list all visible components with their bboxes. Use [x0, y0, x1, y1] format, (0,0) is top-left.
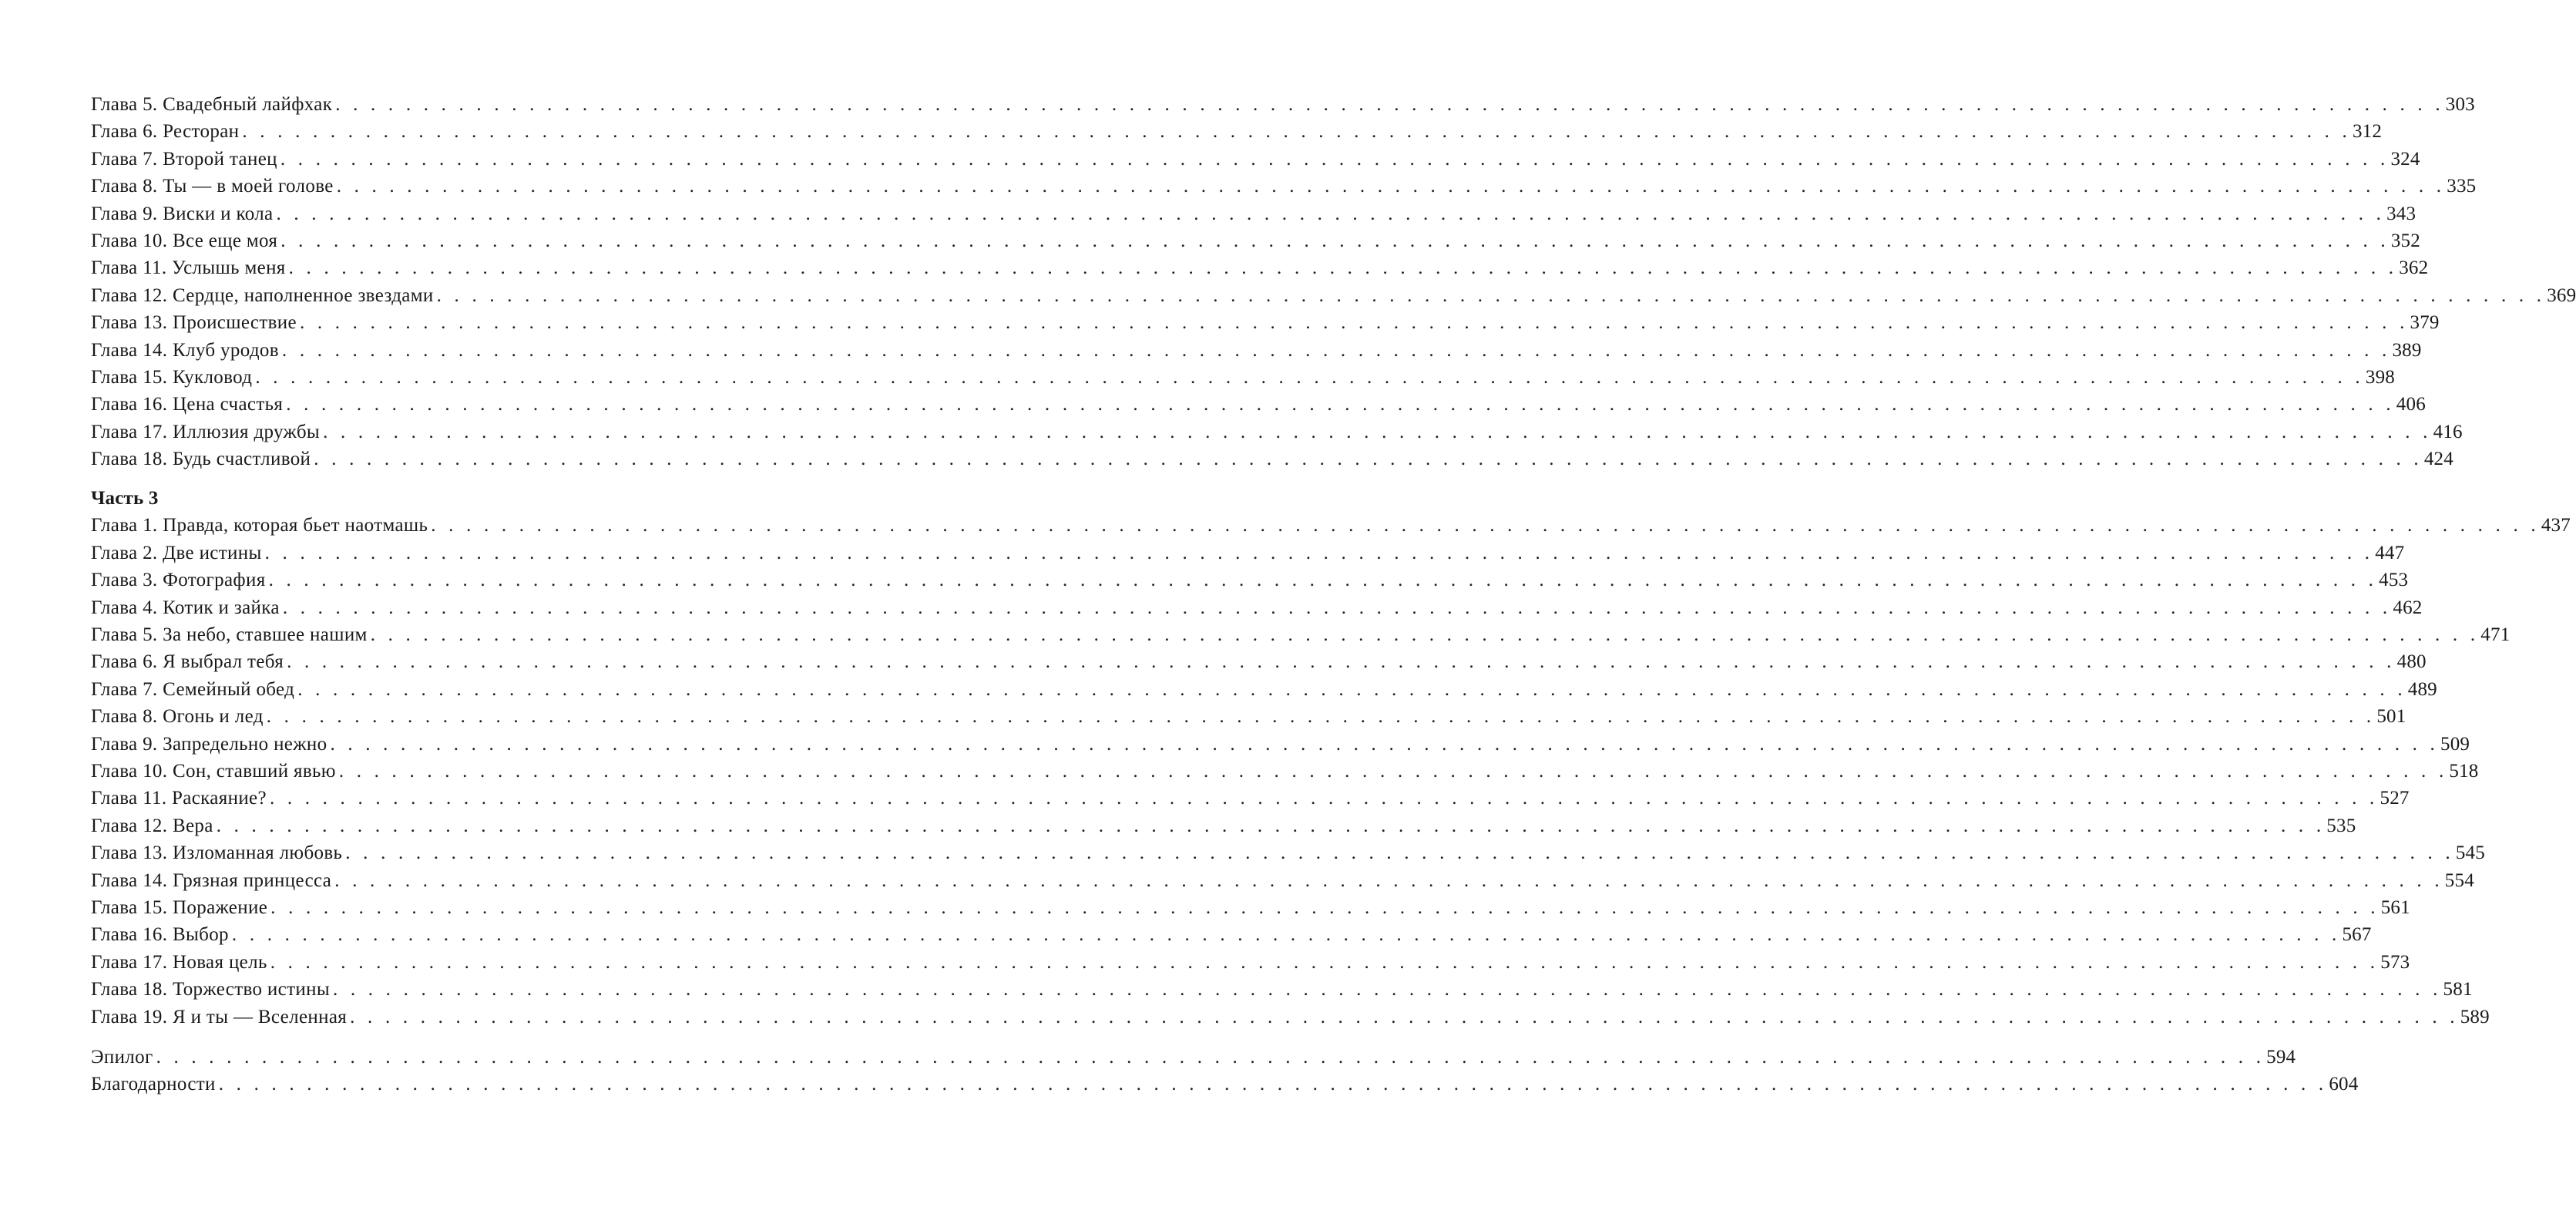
- toc-entry-title: Глава 19. Я и ты — Вселенная: [91, 1006, 348, 1027]
- dot-leader: . . . . . . . . . . . . . . . . . . . . . . . . . . . . . . . . . . . . . . . . . . . . . . . . . . . . . . . . . . . . . . . . . . . . . . . . . . . . . . . . . . . . . . . . . . . . . . . . . . . . . . . . . . . . . . . . . . . . . . . .: [431, 515, 2540, 536]
- toc-entry-title: Глава 12. Сердце, наполненное звездами: [91, 284, 434, 306]
- toc-entry-title: Глава 6. Я выбрал тебя: [91, 651, 284, 673]
- toc-entry: [91, 364, 2395, 391]
- dot-leader: . . . . . . . . . . . . . . . . . . . . . . . . . . . . . . . . . . . . . . . . . . . . . . . . . . . . . . . . . . . . . . . . . . . . . . . . . . . . . . . . . . . . . . . . . . . . . . . . . . . . . . . . . . . . . . . . . . . . . . . .: [345, 842, 2454, 864]
- toc-entry-page: 335: [2447, 176, 2477, 197]
- toc-entry: [91, 173, 2477, 200]
- toc-entry-title: Глава 4. Котик и зайка: [91, 597, 280, 618]
- toc-entry-page: 437: [2541, 515, 2571, 536]
- toc-entry-title: Глава 18. Будь счастливой: [91, 449, 311, 470]
- toc-entry-title: Глава 10. Все еще моя: [91, 230, 278, 251]
- toc-entry-title: Глава 15. Поражение: [91, 896, 268, 918]
- table-of-contents: [91, 91, 2576, 1098]
- toc-entry: [91, 703, 2406, 730]
- toc-entry-page: 303: [2445, 94, 2475, 115]
- dot-leader: . . . . . . . . . . . . . . . . . . . . . . . . . . . . . . . . . . . . . . . . . . . . . . . . . . . . . . . . . . . . . . . . . . . . . . . . . . . . . . . . . . . . . . . . . . . . . . . . . . . . . . . . . . . . . . . . . . . . . . . .: [323, 421, 2432, 442]
- dot-leader: . . . . . . . . . . . . . . . . . . . . . . . . . . . . . . . . . . . . . . . . . . . . . . . . . . . . . . . . . . . . . . . . . . . . . . . . . . . . . . . . . . . . . . . . . . . . . . . . . . . . . . . . . . . . . . . . . . . . . . . .: [242, 121, 2351, 143]
- toc-entry-title: Глава 10. Сон, ставший явью: [91, 760, 336, 782]
- dot-leader: . . . . . . . . . . . . . . . . . . . . . . . . . . . . . . . . . . . . . . . . . . . . . . . . . . . . . . . . . . . . . . . . . . . . . . . . . . . . . . . . . . . . . . . . . . . . . . . . . . . . . . . . . . . . . . . . . . . . . . . .: [270, 896, 2380, 918]
- toc-entry: [91, 621, 2511, 648]
- dot-leader: . . . . . . . . . . . . . . . . . . . . . . . . . . . . . . . . . . . . . . . . . . . . . . . . . . . . . . . . . . . . . . . . . . . . . . . . . . . . . . . . . . . . . . . . . . . . . . . . . . . . . . . . . . . . . . . . . . . . . . . .: [338, 760, 2448, 782]
- dot-leader: . . . . . . . . . . . . . . . . . . . . . . . . . . . . . . . . . . . . . . . . . . . . . . . . . . . . . . . . . . . . . . . . . . . . . . . . . . . . . . . . . . . . . . . . . . . . . . . . . . . . . . . . . . . . . . . . . . . . . . . .: [156, 1046, 2265, 1068]
- toc-entry-title: Глава 17. Иллюзия дружбы: [91, 421, 321, 442]
- toc-entry-title: Глава 13. Происшествие: [91, 312, 297, 334]
- toc-entry-title: Глава 11. Раскаяние?: [91, 788, 267, 809]
- toc-entry-title: Глава 6. Ресторан: [91, 121, 240, 143]
- toc-entry-title: Глава 11. Услышь меня: [91, 257, 286, 279]
- toc-entry: [91, 309, 2440, 336]
- toc-entry-title: Глава 15. Кукловод: [91, 366, 253, 388]
- toc-entry-page: 424: [2423, 449, 2453, 470]
- dot-leader: . . . . . . . . . . . . . . . . . . . . . . . . . . . . . . . . . . . . . . . . . . . . . . . . . . . . . . . . . . . . . . . . . . . . . . . . . . . . . . . . . . . . . . . . . . . . . . . . . . . . . . . . . . . . . . . . . . . . . . . .: [264, 542, 2374, 563]
- dot-leader: . . . . . . . . . . . . . . . . . . . . . . . . . . . . . . . . . . . . . . . . . . . . . . . . . . . . . . . . . . . . . . . . . . . . . . . . . . . . . . . . . . . . . . . . . . . . . . . . . . . . . . . . . . . . . . . . . . . . . . . .: [370, 624, 2480, 646]
- toc-entry-title: Глава 9. Запредельно нежно: [91, 733, 327, 755]
- dot-leader: . . . . . . . . . . . . . . . . . . . . . . . . . . . . . . . . . . . . . . . . . . . . . . . . . . . . . . . . . . . . . . . . . . . . . . . . . . . . . . . . . . . . . . . . . . . . . . . . . . . . . . . . . . . . . . . . . . . . . . . .: [299, 312, 2409, 334]
- toc-entry-title: Глава 5. За небо, ставшее нашим: [91, 624, 368, 646]
- toc-entry-title: Глава 14. Клуб уродов: [91, 339, 279, 361]
- toc-entry: [91, 227, 2420, 254]
- dot-leader: . . . . . . . . . . . . . . . . . . . . . . . . . . . . . . . . . . . . . . . . . . . . . . . . . . . . . . . . . . . . . . . . . . . . . . . . . . . . . . . . . . . . . . . . . . . . . . . . . . . . . . . . . . . . . . . . . . . . . . . .: [288, 257, 2398, 279]
- toc-entry: [91, 1044, 2296, 1071]
- toc-entry-page: 480: [2396, 651, 2427, 673]
- dot-leader: . . . . . . . . . . . . . . . . . . . . . . . . . . . . . . . . . . . . . . . . . . . . . . . . . . . . . . . . . . . . . . . . . . . . . . . . . . . . . . . . . . . . . . . . . . . . . . . . . . . . . . . . . . . . . . . . . . . . . . . .: [269, 788, 2379, 809]
- toc-entry-page: 416: [2433, 421, 2463, 442]
- toc-entry-title: Глава 8. Ты — в моей голове: [91, 176, 334, 197]
- toc-entry-page: 594: [2266, 1046, 2296, 1068]
- dot-leader: . . . . . . . . . . . . . . . . . . . . . . . . . . . . . . . . . . . . . . . . . . . . . . . . . . . . . . . . . . . . . . . . . . . . . . . . . . . . . . . . . . . . . . . . . . . . . . . . . . . . . . . . . . . . . . . . . . . . . . . .: [280, 230, 2390, 251]
- toc-entry: [91, 419, 2463, 446]
- toc-entry-title: Глава 8. Огонь и лед: [91, 706, 264, 728]
- dot-leader: . . . . . . . . . . . . . . . . . . . . . . . . . . . . . . . . . . . . . . . . . . . . . . . . . . . . . . . . . . . . . . . . . . . . . . . . . . . . . . . . . . . . . . . . . . . . . . . . . . . . . . . . . . . . . . . . . . . . . . . .: [436, 284, 2546, 306]
- dot-leader: . . . . . . . . . . . . . . . . . . . . . . . . . . . . . . . . . . . . . . . . . . . . . . . . . . . . . . . . . . . . . . . . . . . . . . . . . . . . . . . . . . . . . . . . . . . . . . . . . . . . . . . . . . . . . . . . . . . . . . . .: [332, 979, 2442, 1000]
- toc-entry-title: Глава 9. Виски и кола: [91, 203, 274, 224]
- dot-leader: . . . . . . . . . . . . . . . . . . . . . . . . . . . . . . . . . . . . . . . . . . . . . . . . . . . . . . . . . . . . . . . . . . . . . . . . . . . . . . . . . . . . . . . . . . . . . . . . . . . . . . . . . . . . . . . . . . . . . . . .: [216, 815, 2326, 836]
- toc-entry-title: Глава 7. Семейный обед: [91, 678, 295, 700]
- dot-leader: . . . . . . . . . . . . . . . . . . . . . . . . . . . . . . . . . . . . . . . . . . . . . . . . . . . . . . . . . . . . . . . . . . . . . . . . . . . . . . . . . . . . . . . . . . . . . . . . . . . . . . . . . . . . . . . . . . . . . . . .: [276, 203, 2386, 224]
- toc-entry-title: Глава 3. Фотография: [91, 570, 266, 591]
- toc-entry: [91, 785, 2410, 812]
- dot-leader: . . . . . . . . . . . . . . . . . . . . . . . . . . . . . . . . . . . . . . . . . . . . . . . . . . . . . . . . . . . . . . . . . . . . . . . . . . . . . . . . . . . . . . . . . . . . . . . . . . . . . . . . . . . . . . . . . . . . . . . .: [297, 678, 2406, 700]
- toc-entry-title: Эпилог: [91, 1046, 153, 1068]
- toc-entry-title: Глава 13. Изломанная любовь: [91, 842, 343, 864]
- toc-entry-page: 573: [2380, 951, 2410, 973]
- toc-entry: [91, 1071, 2359, 1098]
- toc-entry-page: 352: [2390, 230, 2420, 251]
- toc-entry-page: 545: [2455, 842, 2485, 864]
- toc-entry-page: 362: [2399, 257, 2429, 279]
- toc-entry: [91, 867, 2474, 894]
- toc-entry-page: 501: [2376, 706, 2406, 728]
- toc-entry: [91, 758, 2479, 785]
- toc-entry-page: 389: [2392, 339, 2422, 361]
- dot-leader: . . . . . . . . . . . . . . . . . . . . . . . . . . . . . . . . . . . . . . . . . . . . . . . . . . . . . . . . . . . . . . . . . . . . . . . . . . . . . . . . . . . . . . . . . . . . . . . . . . . . . . . . . . . . . . . . . . . . . . . .: [280, 148, 2390, 170]
- toc-entry-page: 406: [2396, 394, 2426, 415]
- toc-entry-page: 535: [2326, 815, 2356, 836]
- toc-entry: [91, 118, 2383, 145]
- toc-entry-title: Глава 7. Второй танец: [91, 148, 277, 170]
- toc-entry-title: Глава 14. Грязная принцесса: [91, 869, 332, 891]
- toc-entry-title: Глава 16. Выбор: [91, 924, 229, 946]
- toc-entry: [91, 391, 2426, 418]
- toc-entry-title: Глава 5. Свадебный лайфхак: [91, 94, 333, 115]
- toc-entry-page: 554: [2444, 869, 2474, 891]
- toc-entry-page: 589: [2460, 1006, 2490, 1027]
- toc-entry-page: 604: [2329, 1074, 2359, 1095]
- dot-leader: . . . . . . . . . . . . . . . . . . . . . . . . . . . . . . . . . . . . . . . . . . . . . . . . . . . . . . . . . . . . . . . . . . . . . . . . . . . . . . . . . . . . . . . . . . . . . . . . . . . . . . . . . . . . . . . . . . . . . . . .: [287, 651, 2396, 673]
- dot-leader: . . . . . . . . . . . . . . . . . . . . . . . . . . . . . . . . . . . . . . . . . . . . . . . . . . . . . . . . . . . . . . . . . . . . . . . . . . . . . . . . . . . . . . . . . . . . . . . . . . . . . . . . . . . . . . . . . . . . . . . .: [314, 449, 2423, 470]
- toc-entry: [91, 337, 2422, 364]
- toc-entry-page: 518: [2449, 760, 2479, 782]
- toc-entry-title: Глава 18. Торжество истины: [91, 979, 330, 1000]
- toc-entry: [91, 812, 2356, 839]
- dot-leader: . . . . . . . . . . . . . . . . . . . . . . . . . . . . . . . . . . . . . . . . . . . . . . . . . . . . . . . . . . . . . . . . . . . . . . . . . . . . . . . . . . . . . . . . . . . . . . . . . . . . . . . . . . . . . . . . . . . . . . . .: [282, 597, 2392, 618]
- toc-entry: [91, 282, 2576, 309]
- toc-entry-page: 581: [2443, 979, 2473, 1000]
- toc-entry-page: 343: [2386, 203, 2416, 224]
- toc-entry-page: 447: [2375, 542, 2405, 563]
- toc-entry: [91, 839, 2485, 866]
- dot-leader: . . . . . . . . . . . . . . . . . . . . . . . . . . . . . . . . . . . . . . . . . . . . . . . . . . . . . . . . . . . . . . . . . . . . . . . . . . . . . . . . . . . . . . . . . . . . . . . . . . . . . . . . . . . . . . . . . . . . . . . .: [281, 339, 2391, 361]
- toc-entry-page: 509: [2440, 733, 2470, 755]
- dot-leader: . . . . . . . . . . . . . . . . . . . . . . . . . . . . . . . . . . . . . . . . . . . . . . . . . . . . . . . . . . . . . . . . . . . . . . . . . . . . . . . . . . . . . . . . . . . . . . . . . . . . . . . . . . . . . . . . . . . . . . . .: [270, 951, 2380, 973]
- toc-entry-page: 369: [2547, 284, 2576, 306]
- toc-entry: [91, 446, 2453, 472]
- dot-leader: . . . . . . . . . . . . . . . . . . . . . . . . . . . . . . . . . . . . . . . . . . . . . . . . . . . . . . . . . . . . . . . . . . . . . . . . . . . . . . . . . . . . . . . . . . . . . . . . . . . . . . . . . . . . . . . . . . . . . . . .: [255, 366, 2364, 388]
- toc-entry: [91, 200, 2416, 227]
- section-title: Часть 3: [91, 488, 159, 509]
- toc-section-back-matter: [91, 1044, 2359, 1098]
- toc-entry-page: 527: [2380, 788, 2410, 809]
- dot-leader: . . . . . . . . . . . . . . . . . . . . . . . . . . . . . . . . . . . . . . . . . . . . . . . . . . . . . . . . . . . . . . . . . . . . . . . . . . . . . . . . . . . . . . . . . . . . . . . . . . . . . . . . . . . . . . . . . . . . . . . .: [334, 869, 2443, 891]
- dot-leader: . . . . . . . . . . . . . . . . . . . . . . . . . . . . . . . . . . . . . . . . . . . . . . . . . . . . . . . . . . . . . . . . . . . . . . . . . . . . . . . . . . . . . . . . . . . . . . . . . . . . . . . . . . . . . . . . . . . . . . . .: [218, 1074, 2328, 1095]
- toc-entry: [91, 594, 2423, 621]
- toc-entry-page: 312: [2352, 121, 2383, 143]
- toc-entry: [91, 976, 2473, 1003]
- toc-entry-page: 489: [2407, 678, 2437, 700]
- toc-entry-page: 398: [2365, 366, 2395, 388]
- toc-entry-page: 379: [2410, 312, 2440, 334]
- dot-leader: . . . . . . . . . . . . . . . . . . . . . . . . . . . . . . . . . . . . . . . . . . . . . . . . . . . . . . . . . . . . . . . . . . . . . . . . . . . . . . . . . . . . . . . . . . . . . . . . . . . . . . . . . . . . . . . . . . . . . . . .: [286, 394, 2395, 415]
- toc-entry-page: 453: [2379, 570, 2409, 591]
- toc-entry: [91, 949, 2410, 976]
- toc-entry: [91, 921, 2372, 948]
- toc-entry-page: 471: [2480, 624, 2511, 646]
- toc-entry: [91, 146, 2420, 173]
- toc-entry-title: Глава 16. Цена счастья: [91, 394, 284, 415]
- toc-entry-title: Глава 2. Две истины: [91, 542, 262, 563]
- toc-entry-title: Глава 1. Правда, которая бьет наотмашь: [91, 515, 428, 536]
- toc-entry-title: Глава 12. Вера: [91, 815, 213, 836]
- dot-leader: . . . . . . . . . . . . . . . . . . . . . . . . . . . . . . . . . . . . . . . . . . . . . . . . . . . . . . . . . . . . . . . . . . . . . . . . . . . . . . . . . . . . . . . . . . . . . . . . . . . . . . . . . . . . . . . . . . . . . . . .: [231, 924, 2341, 946]
- dot-leader: . . . . . . . . . . . . . . . . . . . . . . . . . . . . . . . . . . . . . . . . . . . . . . . . . . . . . . . . . . . . . . . . . . . . . . . . . . . . . . . . . . . . . . . . . . . . . . . . . . . . . . . . . . . . . . . . . . . . . . . .: [330, 733, 2440, 755]
- dot-leader: . . . . . . . . . . . . . . . . . . . . . . . . . . . . . . . . . . . . . . . . . . . . . . . . . . . . . . . . . . . . . . . . . . . . . . . . . . . . . . . . . . . . . . . . . . . . . . . . . . . . . . . . . . . . . . . . . . . . . . . .: [266, 706, 2376, 728]
- toc-entry: [91, 540, 2405, 567]
- toc-entry-page: 561: [2380, 896, 2410, 918]
- dot-leader: . . . . . . . . . . . . . . . . . . . . . . . . . . . . . . . . . . . . . . . . . . . . . . . . . . . . . . . . . . . . . . . . . . . . . . . . . . . . . . . . . . . . . . . . . . . . . . . . . . . . . . . . . . . . . . . . . . . . . . . .: [350, 1006, 2459, 1027]
- toc-entry-title: Глава 17. Новая цель: [91, 951, 267, 973]
- toc-entry-page: 462: [2393, 597, 2423, 618]
- toc-entry-page: 324: [2390, 148, 2420, 170]
- toc-entry: [91, 894, 2410, 921]
- dot-leader: . . . . . . . . . . . . . . . . . . . . . . . . . . . . . . . . . . . . . . . . . . . . . . . . . . . . . . . . . . . . . . . . . . . . . . . . . . . . . . . . . . . . . . . . . . . . . . . . . . . . . . . . . . . . . . . . . . . . . . . .: [336, 176, 2446, 197]
- toc-entry: [91, 676, 2437, 703]
- toc-entry: [91, 512, 2571, 539]
- toc-entry: [91, 731, 2470, 758]
- toc-entry: [91, 1004, 2490, 1031]
- dot-leader: . . . . . . . . . . . . . . . . . . . . . . . . . . . . . . . . . . . . . . . . . . . . . . . . . . . . . . . . . . . . . . . . . . . . . . . . . . . . . . . . . . . . . . . . . . . . . . . . . . . . . . . . . . . . . . . . . . . . . . . .: [335, 94, 2444, 115]
- toc-entry-page: 567: [2342, 924, 2372, 946]
- toc-entry: [91, 567, 2409, 594]
- toc-entry: [91, 648, 2427, 675]
- toc-section-part-2-continued: [91, 91, 2576, 472]
- toc-entry: [91, 254, 2429, 281]
- toc-section-part-3: [91, 486, 2571, 1030]
- toc-entry: [91, 91, 2475, 118]
- dot-leader: . . . . . . . . . . . . . . . . . . . . . . . . . . . . . . . . . . . . . . . . . . . . . . . . . . . . . . . . . . . . . . . . . . . . . . . . . . . . . . . . . . . . . . . . . . . . . . . . . . . . . . . . . . . . . . . . . . . . . . . .: [268, 570, 2378, 591]
- toc-entry-title: Благодарности: [91, 1074, 216, 1095]
